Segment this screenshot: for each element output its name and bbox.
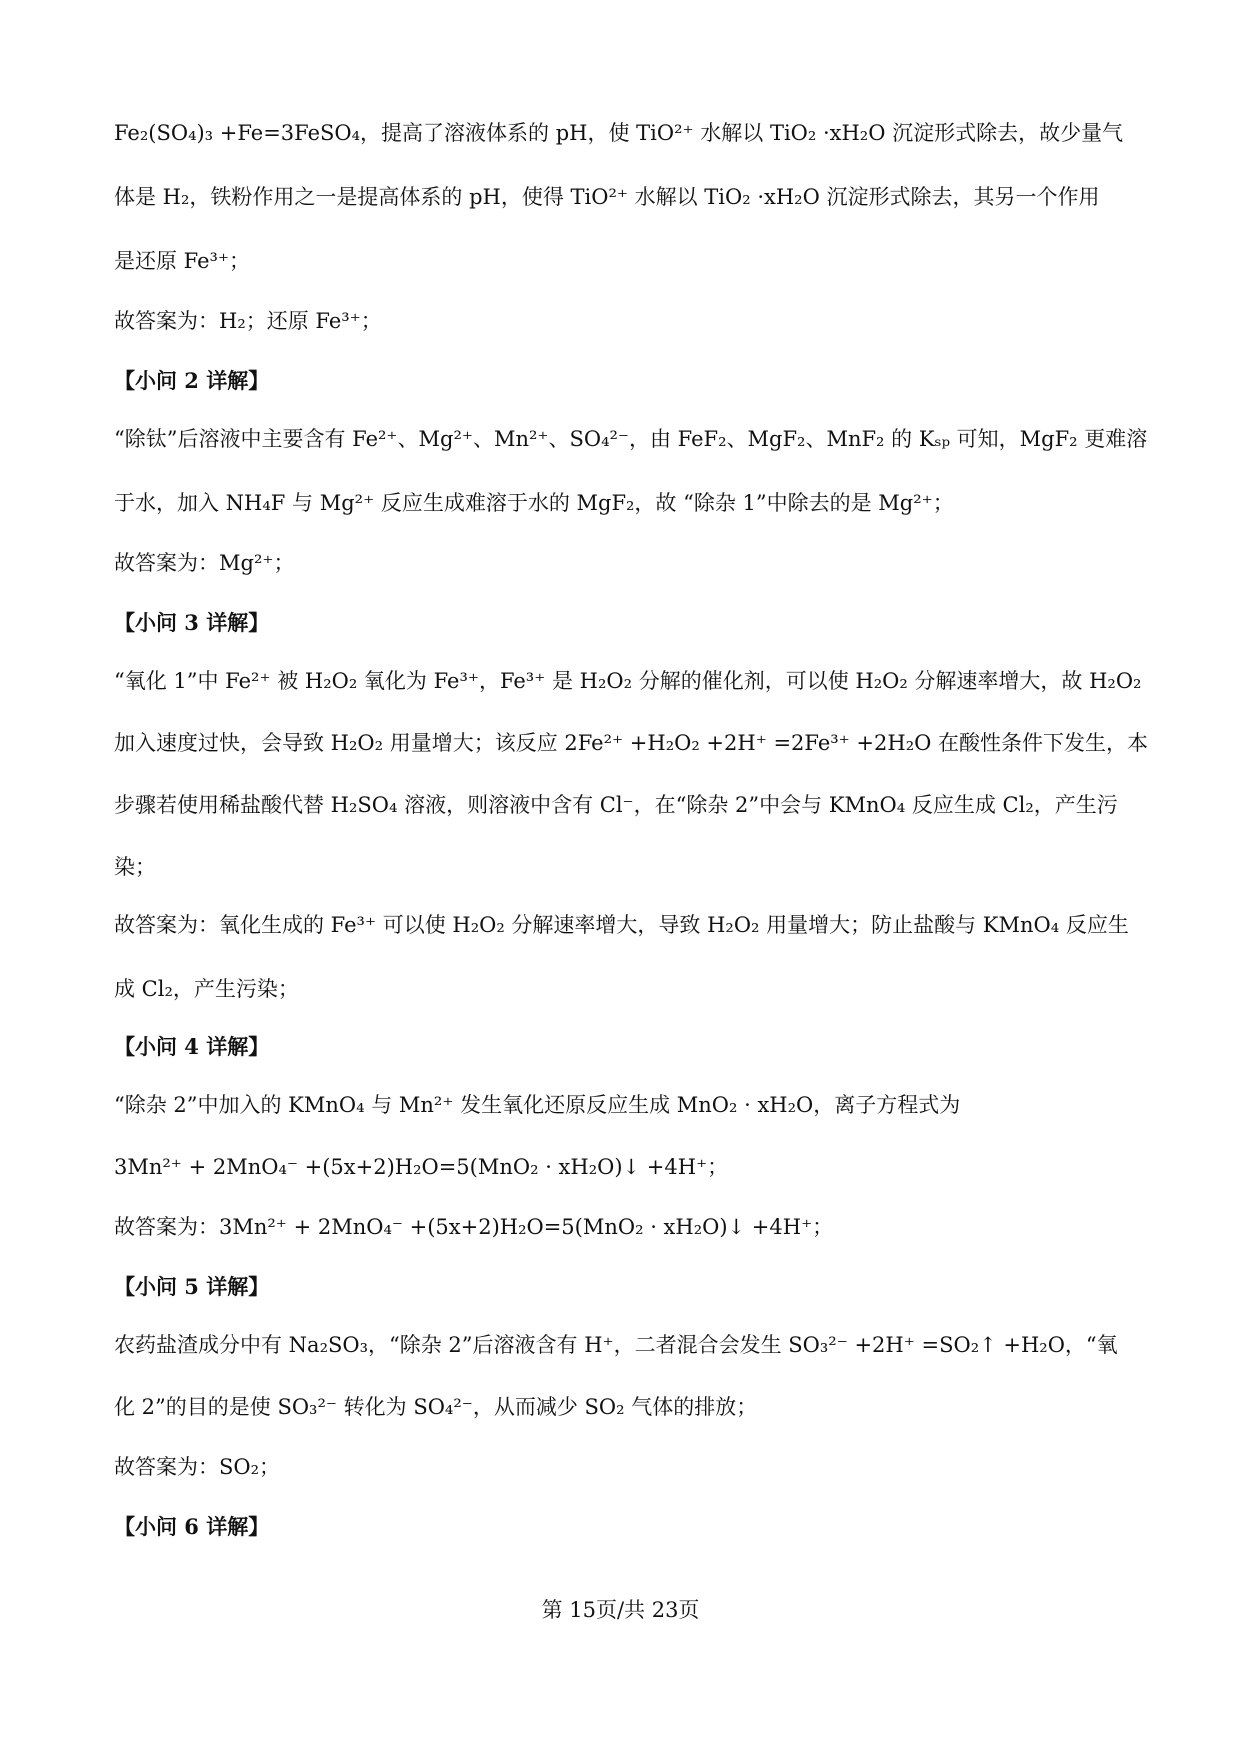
text-line: 故答案为：SO₂；	[114, 1455, 281, 1479]
section-heading: 【小问 6 详解】	[114, 1514, 270, 1539]
section-heading: 【小问 2 详解】	[114, 368, 270, 393]
text-line: Fe₂(SO₄)₃ +Fe=3FeSO₄，提高了溶液体系的 pH，使 TiO²⁺ 水解以 TiO₂ ·xH₂O 沉淀形式除去，故少量气	[114, 121, 1124, 145]
text-line: “氧化 1”中 Fe²⁺ 被 H₂O₂ 氧化为 Fe³⁺，Fe³⁺ 是 H₂O₂ 分解的催化剂，可以使 H₂O₂ 分解速率增大，故 H₂O₂	[114, 669, 1142, 693]
text-line: 故答案为：氧化生成的 Fe³⁺ 可以使 H₂O₂ 分解速率增大，导致 H₂O₂ 用量增大；防止盐酸与 KMnO₄ 反应生	[114, 913, 1129, 937]
section-heading: 【小问 3 详解】	[114, 610, 270, 635]
text-line: 染；	[114, 855, 156, 879]
section-heading: 【小问 5 详解】	[114, 1274, 270, 1299]
text-line: 3Mn²⁺ + 2MnO₄⁻ +(5x+2)H₂O=5(MnO₂ · xH₂O)↓ +4H⁺；	[114, 1155, 729, 1179]
text-line: 于水，加入 NH₄F 与 Mg²⁺ 反应生成难溶于水的 MgF₂，故 “除杂 1”中除去的是 Mg²⁺；	[114, 491, 954, 515]
text-line: 成 Cl₂，产生污染；	[114, 977, 299, 1001]
text-line: 故答案为：H₂；还原 Fe³⁺；	[114, 309, 382, 333]
section-heading: 【小问 4 详解】	[114, 1034, 270, 1059]
page-footer: 第 15页/共 23页	[541, 1598, 700, 1622]
text-line: 化 2”的目的是使 SO₃²⁻ 转化为 SO₄²⁻，从而减少 SO₂ 气体的排放；	[114, 1395, 758, 1419]
text-line: 故答案为：3Mn²⁺ + 2MnO₄⁻ +(5x+2)H₂O=5(MnO₂ · xH₂O)↓ +4H⁺；	[114, 1215, 834, 1239]
text-line: 加入速度过快，会导致 H₂O₂ 用量增大；该反应 2Fe²⁺ +H₂O₂ +2H⁺ =2Fe³⁺ +2H₂O 在酸性条件下发生，本	[114, 731, 1149, 755]
text-line: 农药盐渣成分中有 Na₂SO₃，“除杂 2”后溶液含有 H⁺，二者混合会发生 SO₃²⁻ +2H⁺ =SO₂↑ +H₂O，“氧	[114, 1333, 1118, 1357]
text-line: 故答案为：Mg²⁺；	[114, 551, 295, 575]
text-line: 步骤若使用稀盐酸代替 H₂SO₄ 溶液，则溶液中含有 Cl⁻，在“除杂 2”中会与 KMnO₄ 反应生成 Cl₂，产生污	[114, 793, 1118, 817]
text-line: “除钛”后溶液中主要含有 Fe²⁺、Mg²⁺、Mn²⁺、SO₄²⁻，由 FeF₂、MgF₂、MnF₂ 的 Kₛₚ 可知，MgF₂ 更难溶	[114, 427, 1148, 451]
text-line: 是还原 Fe³⁺；	[114, 249, 251, 273]
text-line: “除杂 2”中加入的 KMnO₄ 与 Mn²⁺ 发生氧化还原反应生成 MnO₂ · xH₂O，离子方程式为	[114, 1093, 961, 1117]
text-line: 体是 H₂，铁粉作用之一是提高体系的 pH，使得 TiO²⁺ 水解以 TiO₂ ·xH₂O 沉淀形式除去，其另一个作用	[114, 185, 1100, 209]
